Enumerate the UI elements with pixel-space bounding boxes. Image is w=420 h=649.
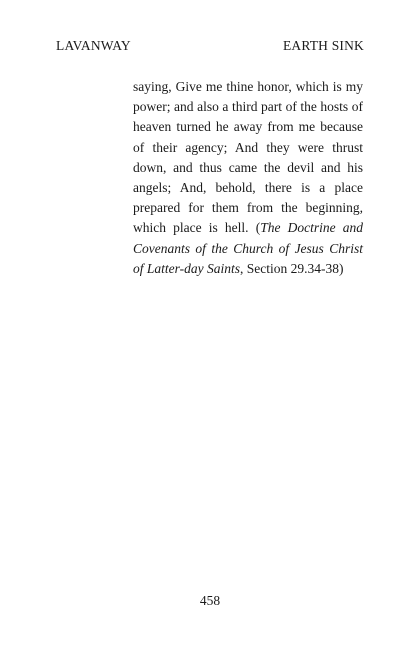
running-header-author: LAVANWAY	[56, 38, 131, 53]
passage-paragraph	[133, 77, 363, 279]
running-header-title: EARTH SINK	[282, 38, 364, 53]
citation-title: The Doctrine and Covenants of the Church of Jesus Christ of Latter-day Saints	[133, 220, 363, 276]
citation-open: (	[255, 220, 261, 236]
body-text	[133, 77, 363, 279]
citation-reference: , Section 29.34-38)	[239, 260, 344, 276]
passage-text: saying, Give me thine honor, which is my power; and also a third part of the hosts of heaven turned he away from me because of their agency; And they were thrust down, and thus came the devil and his angels; And, behold, there is a place prepared for them from the beginning, which place is hell.	[133, 79, 363, 236]
page-number: 458	[199, 593, 221, 608]
